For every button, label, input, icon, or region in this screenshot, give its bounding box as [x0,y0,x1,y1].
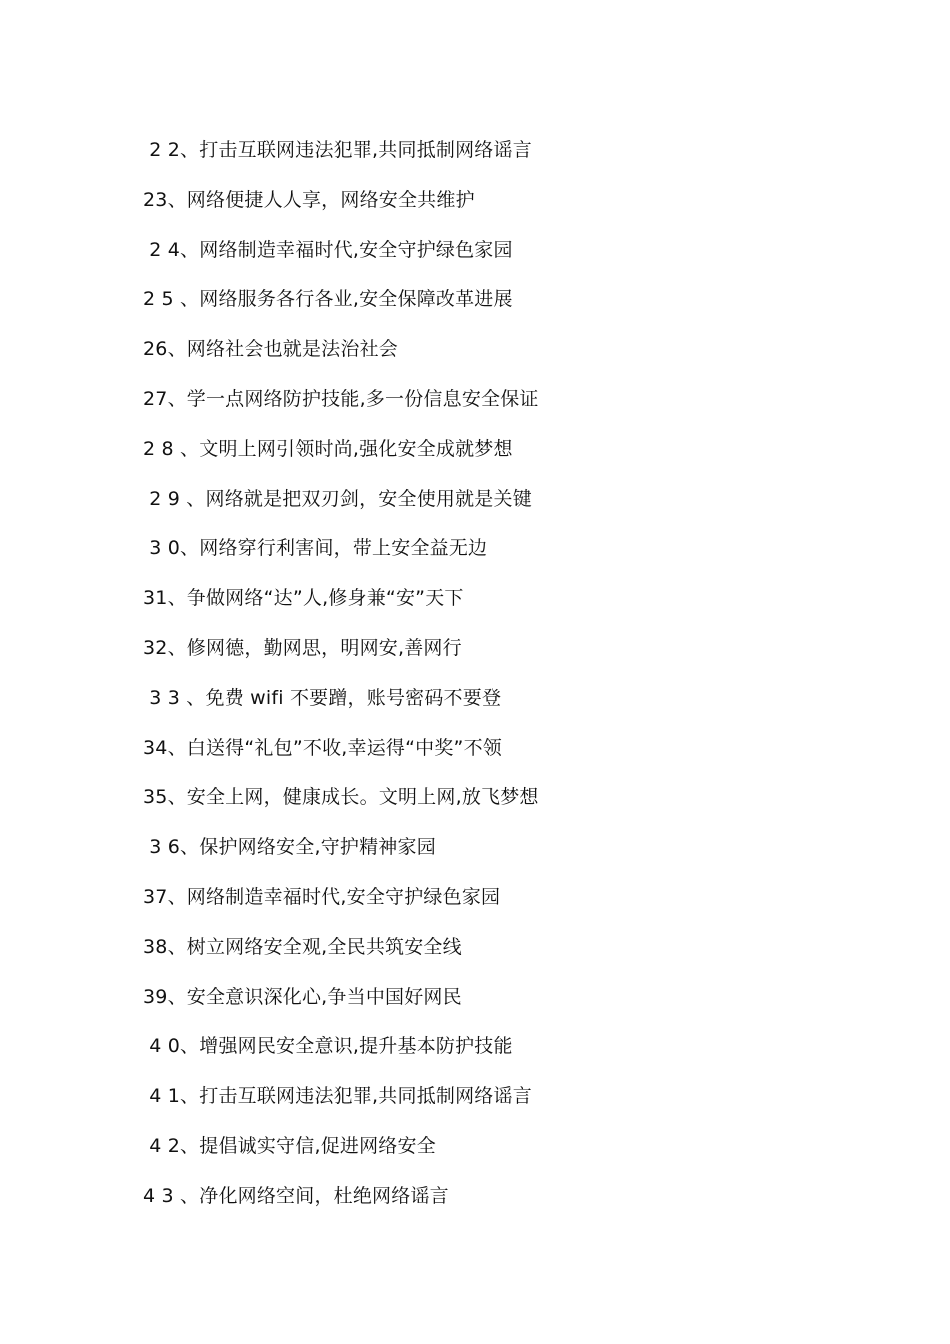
list-item: 3 0、网络穿行利害间，带上安全益无边 [143,537,488,560]
list-item: 4 3 、净化网络空间，杜绝网络谣言 [143,1184,449,1207]
list-item: 31、争做网络“达”人,修身兼“安”天下 [143,587,464,610]
list-item: 4 1、打击互联网违法犯罪,共同抵制网络谣言 [143,1085,532,1108]
list-item: 3 6、保护网络安全,守护精神家园 [143,836,436,859]
list-item: 2 2、打击互联网违法犯罪,共同抵制网络谣言 [143,139,532,161]
list-item: 3 3 、免费 wifi 不要蹭，账号密码不要登 [143,686,502,709]
list-item: 2 9 、网络就是把双刃剑，安全使用就是关键 [143,487,532,510]
list-item: 27、学一点网络防护技能,多一份信息安全保证 [143,387,539,410]
list-item: 4 2、提倡诚实守信,促进网络安全 [143,1134,436,1157]
list-item: 38、树立网络安全观,全民共筑安全线 [143,935,462,958]
list-item: 2 5 、网络服务各行各业,安全保障改革进展 [143,288,513,311]
list-item: 35、安全上网，健康成长。文明上网,放飞梦想 [143,786,539,809]
list-item: 2 8 、文明上网引领时尚,强化安全成就梦想 [143,437,513,460]
list-item: 37、网络制造幸福时代,安全守护绿色家园 [143,885,501,908]
list-item: 34、白送得“礼包”不收,幸运得“中奖”不领 [143,736,502,759]
list-item: 39、安全意识深化心,争当中国好网民 [143,985,462,1008]
list-item: 26、网络社会也就是法治社会 [143,338,398,361]
slogan-list [143,136,843,1232]
list-item: 23、网络便捷人人享，网络安全共维护 [143,188,475,211]
list-item: 32、修网德，勤网思，明网安,善网行 [143,636,462,659]
list-item: 4 0、增强网民安全意识,提升基本防护技能 [143,1035,513,1058]
list-item: 2 4、网络制造幸福时代,安全守护绿色家园 [143,238,513,261]
